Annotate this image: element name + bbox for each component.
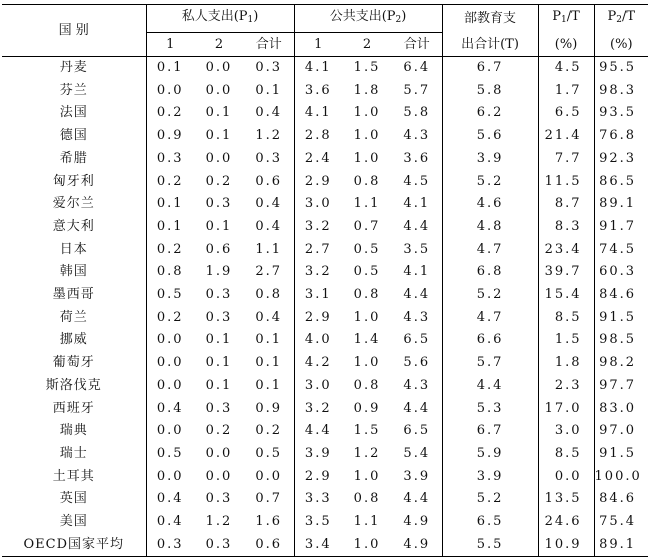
cell-public-total: 4.1	[403, 264, 431, 280]
header-p1t-slash: /T	[566, 9, 580, 25]
cell-private-total: 0.1	[255, 355, 283, 371]
table-body	[2, 57, 648, 557]
cell-ministry-total: 6.5	[442, 511, 538, 534]
cell-private-1: 0.1	[146, 57, 194, 80]
cell-p1t-pct: 39.7	[538, 261, 594, 284]
table-row	[2, 352, 648, 375]
header-public-col-1: 1	[294, 33, 342, 57]
cell-private-1: 0.4	[146, 488, 194, 511]
cell-private-2: 0.0	[205, 445, 233, 461]
cell-p2t-pct: 76.8	[594, 125, 648, 148]
cell-country: 荷兰	[59, 309, 88, 325]
cell-private-2: 0.0	[205, 468, 233, 484]
cell-private-2: 0.6	[205, 241, 233, 257]
cell-public-2: 0.7	[353, 218, 381, 234]
cell-public-total: 5.6	[403, 355, 431, 371]
cell-private-1: 0.1	[146, 216, 194, 239]
cell-p2t-pct: 98.3	[594, 80, 648, 103]
cell-ministry-total: 5.6	[442, 125, 538, 148]
cell-ministry-total: 6.7	[442, 57, 538, 80]
cell-public-2: 1.0	[342, 534, 392, 557]
cell-private-2: 0.1	[205, 355, 233, 371]
cell-p2t-pct: 89.1	[594, 534, 648, 557]
cell-p2t-pct: 84.6	[594, 284, 648, 307]
cell-country: 瑞典	[59, 423, 88, 439]
cell-ministry-total: 5.2	[442, 171, 538, 194]
cell-private-total: 0.2	[255, 423, 283, 439]
cell-private-1: 0.4	[146, 511, 194, 534]
header-p1t	[538, 5, 594, 33]
header-private-col-total: 合计	[244, 33, 294, 57]
table-row	[2, 125, 648, 148]
cell-private-1: 0.3	[146, 534, 194, 557]
cell-public-1: 3.6	[294, 80, 342, 103]
cell-p1t-pct: 7.7	[538, 148, 594, 171]
cell-public-1: 3.1	[294, 284, 342, 307]
cell-ministry-total: 5.3	[442, 398, 538, 421]
cell-ministry-total: 4.8	[442, 216, 538, 239]
cell-public-total: 4.3	[403, 128, 431, 144]
cell-private-1: 0.3	[146, 148, 194, 171]
cell-public-2: 1.2	[353, 445, 381, 461]
cell-public-total: 4.9	[392, 534, 442, 557]
cell-public-1: 4.1	[294, 102, 342, 125]
cell-country: 挪威	[59, 332, 88, 348]
cell-p2t-pct: 60.3	[594, 261, 648, 284]
header-ministry-line1-label: 部教育支	[464, 11, 517, 27]
cell-private-1: 0.0	[146, 420, 194, 443]
cell-country: 意大利	[52, 218, 95, 234]
cell-private-total: 0.1	[255, 82, 283, 98]
cell-country: 斯洛伐克	[45, 377, 102, 393]
cell-private-total: 0.7	[255, 491, 283, 507]
header-public-label: 公共支出(P	[329, 9, 396, 24]
cell-p1t-pct: 8.5	[538, 307, 594, 330]
cell-ministry-total: 6.6	[442, 329, 538, 352]
cell-private-total: 0.4	[255, 105, 283, 121]
cell-private-total: 0.3	[255, 60, 283, 75]
cell-public-total: 5.7	[403, 82, 431, 98]
table-row	[2, 57, 648, 80]
cell-ministry-total: 6.2	[442, 102, 538, 125]
cell-p1t-pct: 2.3	[538, 375, 594, 398]
cell-public-1: 3.0	[294, 193, 342, 216]
header-p2t-label: P	[607, 9, 617, 25]
table-row	[2, 171, 648, 194]
cell-public-2: 0.8	[353, 287, 381, 303]
cell-public-total: 3.9	[403, 468, 431, 484]
cell-p1t-pct: 23.4	[538, 239, 594, 262]
table-row	[2, 261, 648, 284]
cell-public-1: 3.2	[294, 261, 342, 284]
cell-private-total: 0.9	[255, 400, 283, 416]
cell-private-total: 0.0	[255, 468, 283, 484]
cell-ministry-total: 4.4	[442, 375, 538, 398]
cell-public-2: 1.1	[353, 196, 381, 212]
cell-country: 芬兰	[59, 82, 88, 98]
cell-public-2: 0.8	[353, 173, 381, 189]
header-p2t-sub: 2	[616, 15, 622, 26]
header-p2t-slash: /T	[621, 9, 636, 25]
table-row	[2, 102, 648, 125]
cell-private-2: 0.1	[205, 377, 233, 393]
table-row	[2, 216, 648, 239]
education-expenditure-table	[2, 4, 648, 557]
table-row	[2, 466, 648, 489]
header-public	[294, 5, 442, 33]
cell-private-2: 0.1	[205, 332, 233, 348]
cell-p1t-pct: 17.0	[538, 398, 594, 421]
cell-private-2: 0.3	[205, 400, 233, 416]
cell-private-1: 0.2	[146, 307, 194, 330]
cell-public-total: 4.3	[403, 377, 431, 393]
header-p1t-pct: (%)	[538, 33, 594, 57]
cell-p1t-pct: 0.0	[538, 466, 594, 489]
cell-ministry-total: 4.7	[442, 307, 538, 330]
cell-private-1: 0.4	[146, 398, 194, 421]
cell-public-2: 1.5	[353, 423, 381, 439]
header-p1t-sub: 1	[561, 15, 567, 26]
cell-country: 土耳其	[52, 468, 95, 484]
cell-public-2: 1.0	[353, 468, 381, 484]
cell-public-1: 2.4	[294, 148, 342, 171]
cell-ministry-total: 5.2	[442, 284, 538, 307]
header-private-col-1: 1	[146, 33, 194, 57]
table-row	[2, 534, 648, 557]
table-row	[2, 375, 648, 398]
cell-public-2: 0.8	[353, 377, 381, 393]
cell-private-2: 0.1	[205, 105, 233, 121]
cell-public-total: 3.5	[403, 241, 431, 257]
table-row	[2, 329, 648, 352]
cell-public-2: 1.5	[353, 60, 381, 75]
cell-country: 墨西哥	[52, 287, 95, 303]
cell-p1t-pct: 1.8	[538, 352, 594, 375]
cell-private-2: 0.3	[205, 287, 233, 303]
header-ministry-line1	[442, 5, 538, 33]
cell-p1t-pct: 3.0	[538, 420, 594, 443]
cell-public-1: 3.3	[294, 488, 342, 511]
cell-ministry-total: 4.6	[442, 193, 538, 216]
cell-p1t-pct: 10.9	[538, 534, 594, 557]
cell-public-2: 1.1	[353, 514, 381, 530]
cell-public-2: 0.8	[353, 491, 381, 507]
cell-public-2: 1.8	[353, 82, 381, 98]
cell-private-1: 0.0	[146, 352, 194, 375]
cell-private-1: 0.5	[146, 284, 194, 307]
cell-p2t-pct: 86.5	[594, 171, 648, 194]
cell-private-2: 0.2	[205, 173, 233, 189]
cell-private-total: 0.4	[255, 309, 283, 325]
cell-public-total: 4.9	[403, 514, 431, 530]
cell-public-1: 4.4	[294, 420, 342, 443]
cell-p2t-pct: 98.2	[594, 352, 648, 375]
cell-public-2: 1.0	[353, 355, 381, 371]
cell-public-2: 0.9	[353, 400, 381, 416]
header-private-close: )	[253, 9, 259, 24]
table-row	[2, 307, 648, 330]
cell-ministry-total: 6.8	[442, 261, 538, 284]
cell-ministry-total: 5.9	[442, 443, 538, 466]
cell-private-2: 0.0	[205, 60, 233, 75]
cell-country: 德国	[59, 128, 88, 144]
cell-country: 西班牙	[52, 400, 95, 416]
table-row	[2, 443, 648, 466]
cell-public-total: 5.4	[403, 445, 431, 461]
cell-country: 葡萄牙	[52, 355, 95, 371]
cell-private-1: 0.5	[146, 443, 194, 466]
cell-public-total: 4.5	[403, 173, 431, 189]
cell-p1t-pct: 6.5	[538, 102, 594, 125]
cell-private-1: 0.0	[146, 80, 194, 103]
cell-p1t-pct: 1.7	[538, 80, 594, 103]
cell-private-2: 0.0	[205, 82, 233, 98]
cell-private-total: 2.7	[255, 264, 283, 280]
header-public-sub: 2	[395, 15, 402, 25]
cell-p2t-pct: 91.7	[594, 216, 648, 239]
cell-private-1: 0.0	[146, 329, 194, 352]
cell-public-2: 1.4	[353, 332, 381, 348]
cell-country: OECD国家平均	[2, 534, 146, 557]
cell-p2t-pct: 91.5	[594, 443, 648, 466]
cell-private-2: 0.1	[205, 128, 233, 144]
cell-ministry-total: 5.2	[442, 488, 538, 511]
cell-public-total: 5.8	[403, 105, 431, 121]
header-private	[146, 5, 294, 33]
cell-private-2: 1.2	[205, 514, 233, 530]
cell-p2t-pct: 93.5	[594, 102, 648, 125]
cell-private-1: 0.8	[146, 261, 194, 284]
cell-private-total: 0.3	[255, 150, 283, 166]
cell-ministry-total: 5.8	[442, 80, 538, 103]
cell-public-1: 3.4	[294, 534, 342, 557]
cell-p1t-pct: 1.5	[538, 329, 594, 352]
cell-public-1: 4.0	[294, 329, 342, 352]
cell-public-1: 2.9	[294, 307, 342, 330]
cell-private-1: 0.2	[146, 171, 194, 194]
cell-private-2: 0.3	[194, 534, 244, 557]
cell-private-total: 0.1	[255, 332, 283, 348]
cell-private-total: 0.6	[244, 534, 294, 557]
header-public-col-total: 合计	[392, 33, 442, 57]
cell-private-total: 0.5	[255, 445, 283, 461]
cell-public-total: 3.6	[403, 150, 431, 166]
header-public-col-2: 2	[342, 33, 392, 57]
cell-p1t-pct: 4.5	[538, 57, 594, 80]
table-row	[2, 284, 648, 307]
cell-private-1: 0.0	[146, 466, 194, 489]
cell-p2t-pct: 100.0	[594, 466, 648, 489]
cell-p1t-pct: 21.4	[538, 125, 594, 148]
cell-public-1: 2.7	[294, 239, 342, 262]
cell-private-total: 1.1	[255, 241, 283, 257]
header-p1t-label: P	[552, 9, 561, 25]
cell-public-1: 4.1	[294, 57, 342, 80]
cell-private-total: 1.6	[255, 514, 283, 530]
cell-p1t-pct: 15.4	[538, 284, 594, 307]
cell-p1t-pct: 13.5	[538, 488, 594, 511]
cell-public-2: 0.5	[353, 264, 381, 280]
header-p2t	[594, 5, 648, 33]
cell-public-total: 4.4	[403, 400, 431, 416]
table-row	[2, 420, 648, 443]
cell-p2t-pct: 83.0	[594, 398, 648, 421]
cell-private-2: 0.3	[205, 309, 233, 325]
header-country	[2, 5, 146, 57]
table-row	[2, 239, 648, 262]
cell-public-1: 2.9	[294, 171, 342, 194]
cell-private-total: 0.4	[255, 218, 283, 234]
cell-country: 英国	[59, 491, 88, 507]
header-ministry-line2: 出合计(T)	[442, 33, 538, 57]
header-private-sub: 1	[247, 15, 254, 25]
cell-public-total: 4.3	[403, 309, 431, 325]
cell-public-1: 3.5	[294, 511, 342, 534]
cell-country: 日本	[59, 241, 88, 257]
cell-public-total: 4.1	[403, 196, 431, 212]
cell-country: 法国	[59, 105, 88, 121]
cell-ministry-total: 5.7	[442, 352, 538, 375]
cell-private-2: 0.3	[205, 491, 233, 507]
cell-public-total: 4.4	[403, 491, 431, 507]
table-row	[2, 488, 648, 511]
cell-private-2: 0.1	[205, 218, 233, 234]
cell-country: 匈牙利	[52, 173, 95, 189]
cell-p2t-pct: 92.3	[594, 148, 648, 171]
cell-public-total: 4.4	[403, 218, 431, 234]
cell-private-total: 0.4	[255, 196, 283, 212]
cell-country: 瑞士	[59, 445, 88, 461]
cell-private-2: 0.3	[205, 196, 233, 212]
cell-private-total: 0.1	[255, 377, 283, 393]
cell-private-2: 0.0	[205, 150, 233, 166]
cell-p1t-pct: 8.3	[538, 216, 594, 239]
cell-country: 韩国	[59, 264, 88, 280]
cell-private-2: 0.2	[205, 423, 233, 439]
cell-private-total: 0.6	[255, 173, 283, 189]
cell-ministry-total: 3.9	[442, 148, 538, 171]
cell-p1t-pct: 24.6	[538, 511, 594, 534]
cell-p2t-pct: 89.1	[594, 193, 648, 216]
cell-public-2: 1.0	[353, 105, 381, 121]
table-row	[2, 511, 648, 534]
cell-public-total: 6.4	[403, 60, 431, 75]
cell-p2t-pct: 74.5	[594, 239, 648, 262]
cell-p2t-pct: 91.5	[594, 307, 648, 330]
cell-p2t-pct: 98.5	[594, 329, 648, 352]
cell-p1t-pct: 11.5	[538, 171, 594, 194]
cell-public-1: 3.9	[294, 443, 342, 466]
cell-private-1: 0.9	[146, 125, 194, 148]
cell-private-1: 0.1	[146, 193, 194, 216]
cell-public-total: 6.5	[403, 332, 431, 348]
header-private-col-2: 2	[194, 33, 244, 57]
table-row	[2, 80, 648, 103]
cell-public-1: 3.0	[294, 375, 342, 398]
table-row	[2, 148, 648, 171]
cell-public-total: 6.5	[403, 423, 431, 439]
cell-p2t-pct: 97.0	[594, 420, 648, 443]
cell-public-1: 2.9	[294, 466, 342, 489]
cell-ministry-total: 6.7	[442, 420, 538, 443]
cell-public-1: 3.2	[294, 398, 342, 421]
cell-p1t-pct: 8.5	[538, 443, 594, 466]
cell-ministry-total: 3.9	[442, 466, 538, 489]
cell-country: 美国	[59, 514, 88, 530]
table-row	[2, 398, 648, 421]
header-public-close: )	[401, 9, 407, 24]
cell-private-1: 0.2	[146, 102, 194, 125]
cell-private-2: 1.9	[205, 264, 233, 280]
cell-public-2: 1.0	[353, 128, 381, 144]
cell-public-total: 4.4	[403, 287, 431, 303]
cell-p2t-pct: 95.5	[594, 57, 648, 80]
cell-ministry-total: 5.5	[442, 534, 538, 557]
cell-p2t-pct: 84.6	[594, 488, 648, 511]
cell-public-1: 3.2	[294, 216, 342, 239]
cell-country: 爱尔兰	[52, 196, 95, 212]
cell-country: 丹麦	[59, 60, 88, 75]
cell-p2t-pct: 75.4	[594, 511, 648, 534]
cell-public-1: 2.8	[294, 125, 342, 148]
cell-country: 希腊	[59, 150, 88, 166]
cell-private-1: 0.0	[146, 375, 194, 398]
header-p2t-pct: (%)	[594, 33, 648, 57]
header-country-label: 国 别	[58, 23, 89, 38]
cell-public-1: 4.2	[294, 352, 342, 375]
cell-public-2: 0.5	[353, 241, 381, 257]
cell-private-total: 1.2	[255, 128, 283, 144]
cell-private-1: 0.2	[146, 239, 194, 262]
cell-public-2: 1.0	[353, 309, 381, 325]
table-header	[2, 5, 648, 57]
cell-ministry-total: 4.7	[442, 239, 538, 262]
table-row	[2, 193, 648, 216]
cell-private-total: 0.8	[255, 287, 283, 303]
cell-p2t-pct: 97.7	[594, 375, 648, 398]
header-private-label: 私人支出(P	[181, 9, 248, 24]
cell-p1t-pct: 8.7	[538, 193, 594, 216]
cell-public-2: 1.0	[353, 150, 381, 166]
